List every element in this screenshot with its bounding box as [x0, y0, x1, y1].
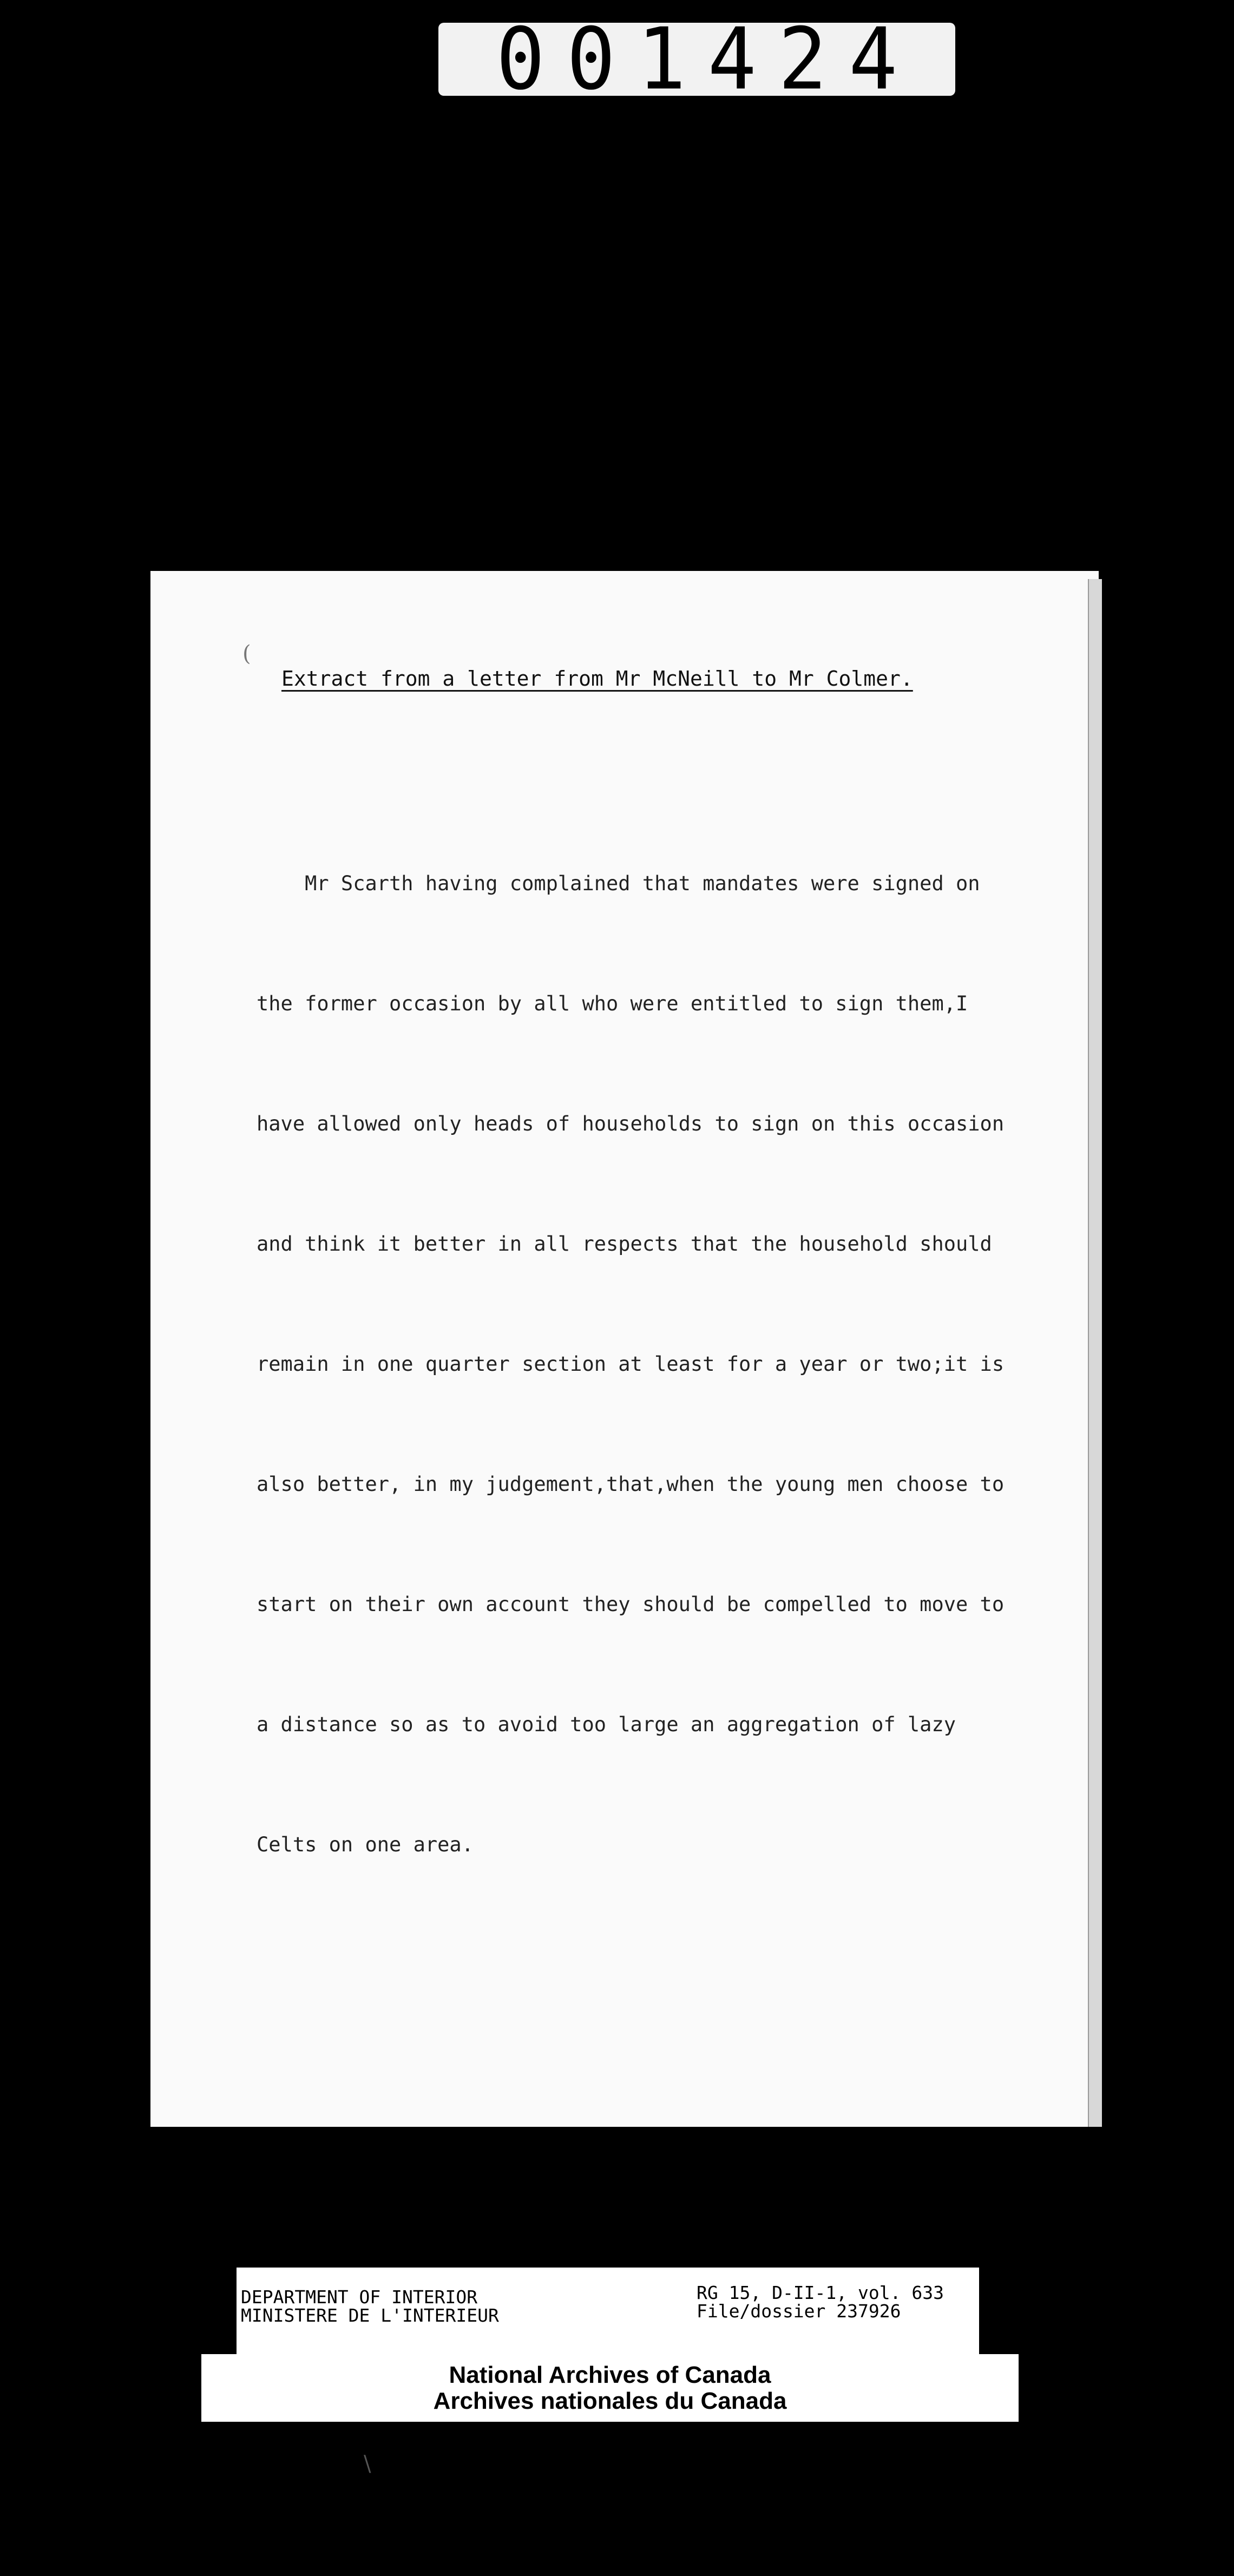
frame-number-label — [438, 10, 955, 109]
department-en: DEPARTMENT OF INTERIOR — [241, 2286, 478, 2308]
body-line: also better, in my judgement,that,when the young men choose to — [257, 1473, 1005, 1496]
sheet-edge — [1088, 579, 1102, 2127]
department-fr: MINISTERE DE L'INTERIEUR — [241, 2305, 499, 2326]
file-reference — [697, 2284, 944, 2321]
body-line: Celts on one area. — [257, 1833, 474, 1856]
document-body — [257, 784, 1004, 1905]
body-line: a distance so as to avoid too large an aggregation of lazy — [257, 1713, 956, 1736]
department-names — [241, 2288, 499, 2325]
body-line: and think it better in all respects that the household should — [257, 1232, 992, 1256]
body-line: start on their own account they should be compelled to move to — [257, 1593, 1005, 1616]
document-title: Extract from a letter from Mr McNeill to Mr Colmer. — [281, 667, 913, 691]
film-mark: \ — [364, 2452, 371, 2476]
body-line: Mr Scarth having complained that mandates were signed on — [257, 872, 980, 895]
record-group: RG 15, D-II-1, vol. 633 — [697, 2282, 944, 2303]
margin-mark: ( — [242, 641, 251, 666]
frame-number: 001424 — [496, 10, 920, 109]
archive-reference-label — [237, 2268, 979, 2354]
body-line: have allowed only heads of households to sign on this occasion — [257, 1112, 1005, 1135]
file-number: File/dossier 237926 — [697, 2301, 901, 2322]
archives-name-fr: Archives nationales du Canada — [433, 2387, 787, 2414]
body-line: the former occasion by all who were entitled to sign them,I — [257, 992, 968, 1015]
body-line: remain in one quarter section at least for a year or two;it is — [257, 1352, 1005, 1376]
national-archives-banner — [201, 2354, 1019, 2422]
archives-name-en: National Archives of Canada — [449, 2361, 771, 2388]
